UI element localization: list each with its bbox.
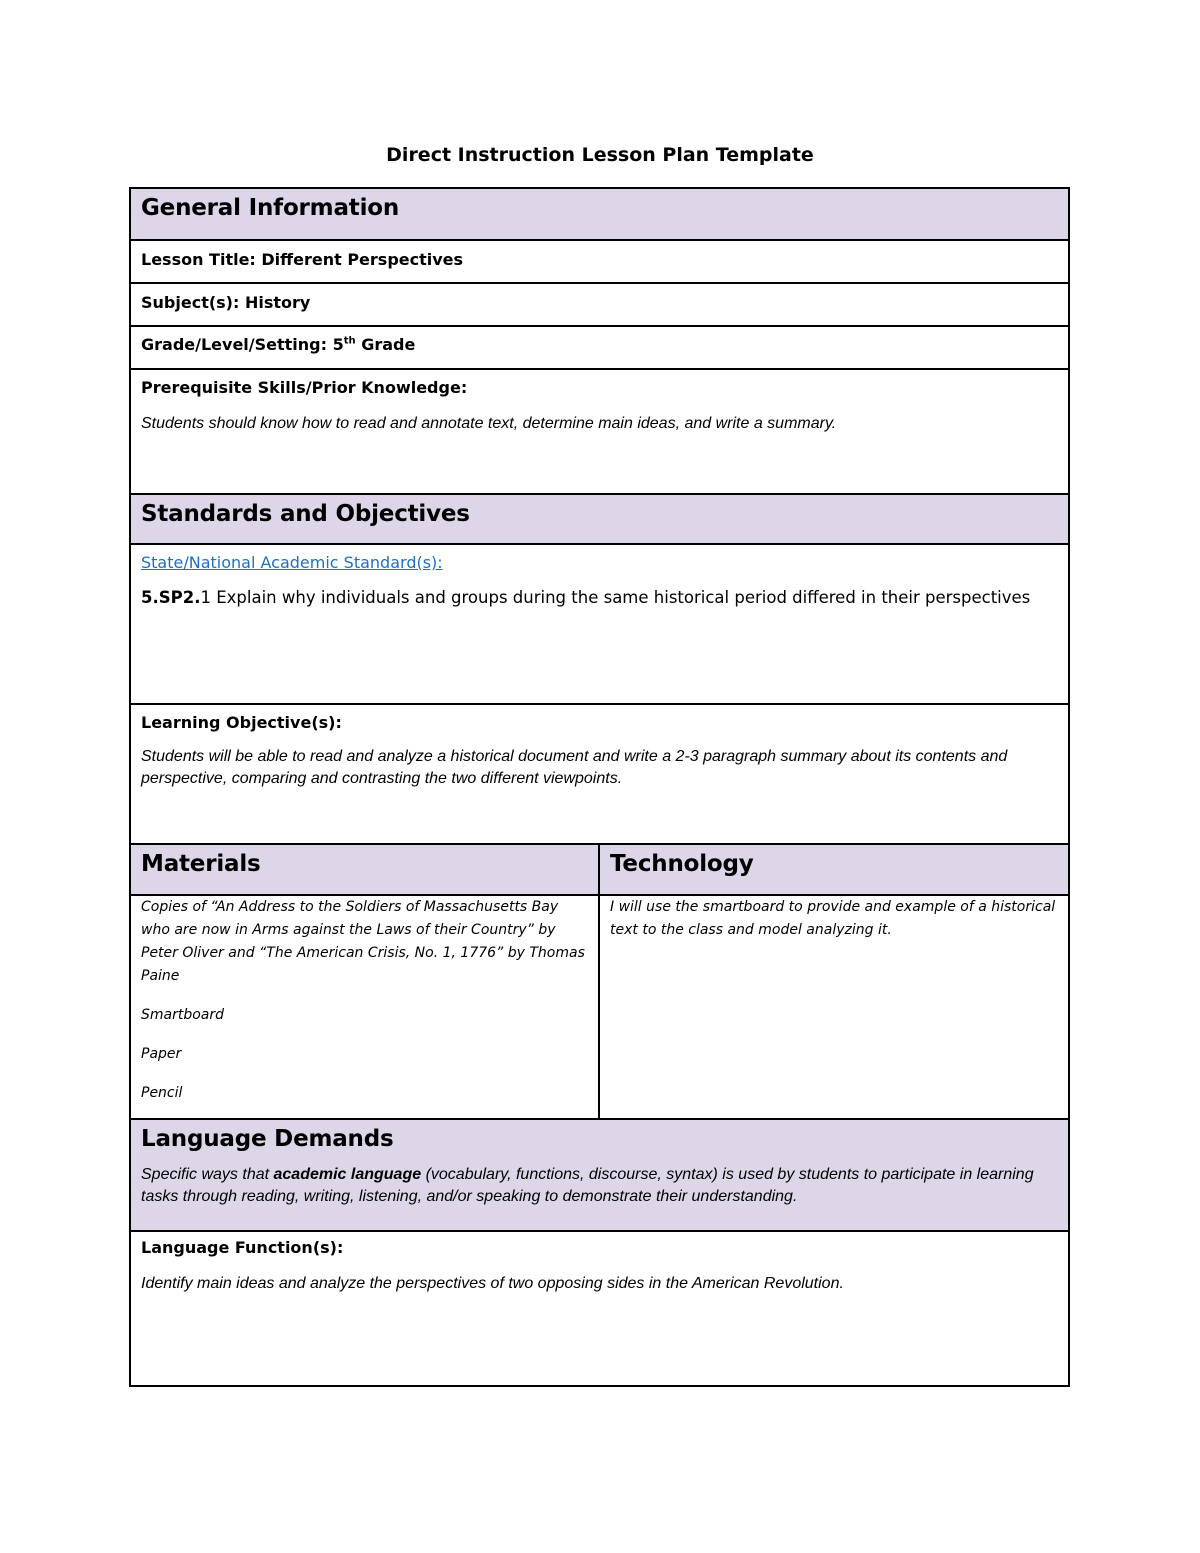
grade-superscript: th: [343, 335, 356, 347]
standards-heading: Standards and Objectives: [141, 501, 470, 527]
prerequisite-label: Prerequisite Skills/Prior Knowledge:: [141, 378, 468, 397]
technology-header-cell: [600, 845, 1068, 894]
standard-code: 5.SP2.: [141, 588, 201, 607]
language-demands-header: [131, 1120, 1068, 1232]
document-title: Direct Instruction Lesson Plan Template: [386, 144, 814, 166]
objective-text: Students will be able to read and analyze a historical document and write a 2-3 paragraph summary about its contents and perspective, comparing and contrasting the two different viewpoints.: [141, 748, 1008, 787]
material-item: Pencil: [141, 1085, 183, 1101]
language-desc-after: (vocabulary, functions, discourse, syntax) is used by students to participate in learning tasks through reading, writing, listening, and/or speaking to demonstrate their understanding.: [141, 1166, 1034, 1205]
grade-suffix: Grade: [355, 335, 416, 354]
grade-level-setting: [141, 327, 1058, 354]
general-information-heading: General Information: [141, 195, 400, 221]
technology-cell: [600, 896, 1068, 1118]
language-function-text: Identify main ideas and analyze the perspectives of two opposing sides in the American Revolution.: [141, 1275, 844, 1292]
material-item: Paper: [141, 1046, 182, 1062]
language-function-row: [131, 1232, 1068, 1385]
language-desc-before: Specific ways that: [141, 1166, 274, 1183]
material-item: Smartboard: [141, 1007, 225, 1023]
technology-text: I will use the smartboard to provide and example of a historical text to the class and model analyzing it.: [610, 899, 1056, 938]
language-demands-description: [141, 1164, 1058, 1208]
materials-technology-header: [131, 845, 1068, 896]
materials-technology-row: [131, 896, 1068, 1120]
language-demands-heading: Language Demands: [141, 1126, 394, 1152]
language-function-label: Language Function(s):: [141, 1238, 344, 1257]
objective-label: Learning Objective(s):: [141, 713, 342, 732]
standard-link[interactable]: State/National Academic Standard(s):: [141, 553, 443, 572]
subjects: Subject(s): History: [141, 293, 311, 312]
language-desc-bold: academic language: [273, 1166, 422, 1183]
materials-cell: [131, 896, 600, 1118]
subjects-row: [131, 284, 1068, 327]
technology-heading: Technology: [610, 851, 754, 877]
prerequisite-text: Students should know how to read and annotate text, determine main ideas, and write a summary.: [141, 415, 837, 432]
standards-header: [131, 495, 1068, 545]
prerequisite-row: [131, 370, 1068, 495]
material-item: Copies of “An Address to the Soldiers of Massachusetts Bay who are now in Arms against the Laws of their Country” by Peter Oliver and “The American Crisis, No. 1, 1776” by Thomas Paine: [141, 899, 585, 984]
materials-heading: Materials: [141, 851, 261, 877]
general-information-header: [131, 189, 1068, 241]
lesson-title: Lesson Title: Different Perspectives: [141, 250, 464, 269]
objective-row: [131, 705, 1068, 845]
standard-description: 1 Explain why individuals and groups during the same historical period differed in their perspectives: [200, 588, 1031, 607]
lesson-plan-table: [129, 187, 1070, 1387]
grade-prefix: Grade/Level/Setting: 5: [141, 335, 344, 354]
standard-text: [141, 584, 1058, 612]
lesson-title-row: [131, 241, 1068, 284]
materials-header-cell: [131, 845, 600, 894]
standards-row: [131, 545, 1068, 705]
grade-row: [131, 327, 1068, 370]
